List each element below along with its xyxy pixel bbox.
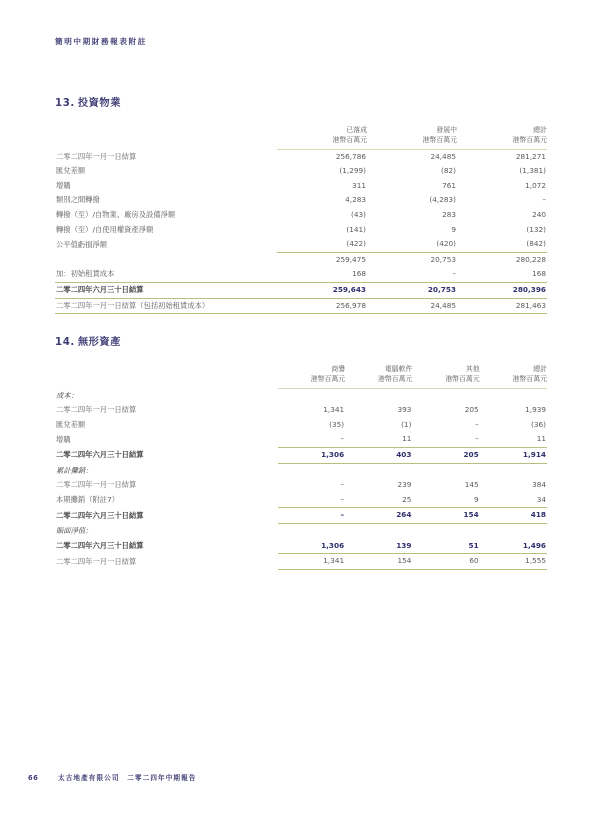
row-value: 20,753 bbox=[367, 282, 457, 298]
section-intangible-assets bbox=[55, 333, 547, 570]
table-intangible-assets bbox=[55, 365, 547, 570]
row-value: 239 bbox=[397, 480, 412, 490]
row-value: (1,381) bbox=[519, 166, 546, 176]
section-13-title bbox=[55, 94, 547, 109]
row-value: 51 bbox=[412, 539, 479, 554]
row-value: (4,283) bbox=[429, 195, 456, 205]
table-subtotal-row bbox=[55, 447, 547, 463]
table-comparative-row bbox=[55, 554, 547, 570]
group-heading: 賬面淨值： bbox=[56, 525, 93, 535]
row-value: 25 bbox=[402, 494, 412, 504]
row-value: 11 bbox=[402, 434, 412, 444]
page-footer bbox=[28, 772, 197, 782]
row-label: 增購 bbox=[56, 180, 71, 190]
row-value: 4,283 bbox=[345, 195, 366, 205]
row-label: 增購 bbox=[56, 434, 71, 444]
row-value: (422) bbox=[346, 239, 366, 249]
row-value: 34 bbox=[536, 494, 546, 504]
row-value: 1,306 bbox=[278, 447, 345, 463]
group-heading-row bbox=[55, 463, 547, 478]
row-value: 154 bbox=[345, 554, 412, 570]
row-label: 二零二四年六月三十日結算 bbox=[56, 450, 144, 460]
section-14-number: 14. bbox=[55, 337, 75, 348]
row-value: (43) bbox=[351, 209, 366, 219]
row-value: 1,072 bbox=[525, 180, 546, 190]
row-value: 280,396 bbox=[457, 282, 547, 298]
table-subtotal-row bbox=[55, 508, 547, 524]
row-value: 1,496 bbox=[480, 539, 547, 554]
row-value: – bbox=[475, 419, 479, 429]
footer-imprint: 太古地產有限公司 二零二四年中期報告 bbox=[58, 774, 197, 782]
row-value: 205 bbox=[464, 405, 479, 415]
table-row bbox=[55, 208, 547, 223]
row-value: 256,786 bbox=[335, 151, 366, 161]
table-14-col-goodwill: 商譽 港幣百萬元 bbox=[278, 365, 345, 388]
table-total-row bbox=[55, 539, 547, 554]
section-14-title bbox=[55, 333, 547, 348]
row-label: 類別之間轉撥 bbox=[56, 195, 100, 205]
row-value: 9 bbox=[474, 494, 479, 504]
table-14-header-row bbox=[55, 365, 547, 388]
row-value: – bbox=[452, 269, 456, 279]
table-14-header-blank bbox=[55, 365, 278, 388]
row-value: – bbox=[278, 508, 345, 524]
row-value: 240 bbox=[532, 209, 546, 219]
row-value: (1) bbox=[401, 419, 412, 429]
row-label: 二零二四年一月一日結算 bbox=[56, 480, 137, 490]
row-value: 281,271 bbox=[515, 151, 546, 161]
row-value: 761 bbox=[442, 180, 456, 190]
row-value: 1,555 bbox=[480, 554, 547, 570]
group-heading-row bbox=[55, 523, 547, 538]
row-value: – bbox=[475, 434, 479, 444]
row-value: 20,753 bbox=[367, 252, 457, 267]
section-13-number: 13. bbox=[55, 98, 75, 109]
table-13-col-completed: 已落成 港幣百萬元 bbox=[277, 126, 367, 149]
row-value: 11 bbox=[536, 434, 546, 444]
row-value: (420) bbox=[436, 239, 456, 249]
running-header: 簡明中期財務報表附註 bbox=[55, 37, 147, 46]
section-investment-properties bbox=[55, 94, 547, 314]
table-subtotal-row bbox=[55, 252, 547, 267]
row-value: 280,228 bbox=[457, 252, 547, 267]
row-label: 轉撥（至）/自物業、廠房及設備淨額 bbox=[56, 209, 176, 219]
row-value: 1,914 bbox=[480, 447, 547, 463]
table-comparative-row bbox=[55, 298, 547, 314]
row-label: 二零二四年一月一日結算 bbox=[56, 405, 137, 415]
row-value: 145 bbox=[464, 480, 479, 490]
table-row bbox=[55, 478, 547, 493]
row-value: (132) bbox=[526, 224, 546, 234]
row-value: 168 bbox=[532, 269, 546, 279]
table-13-col-total: 總計 港幣百萬元 bbox=[457, 126, 547, 149]
row-value: 9 bbox=[451, 224, 456, 234]
row-label bbox=[55, 252, 277, 267]
table-13-header-blank bbox=[55, 126, 277, 149]
row-value: – bbox=[340, 480, 345, 490]
row-value: 283 bbox=[442, 209, 456, 219]
row-value: 1,341 bbox=[323, 405, 345, 415]
row-value: 264 bbox=[345, 508, 412, 524]
row-label: 匯兌差額 bbox=[56, 419, 86, 429]
row-label: 二零二四年一月一日結算（包括初始租賃成本） bbox=[55, 298, 277, 314]
row-value: 418 bbox=[480, 508, 547, 524]
row-value: 205 bbox=[412, 447, 479, 463]
row-value: (82) bbox=[441, 166, 456, 176]
row-label: 二零二四年六月三十日結算 bbox=[56, 541, 144, 551]
group-heading-row bbox=[55, 388, 547, 403]
row-label: 二零二四年六月三十日結算 bbox=[56, 510, 144, 520]
row-value: (1,299) bbox=[339, 166, 366, 176]
row-value: (141) bbox=[346, 224, 366, 234]
row-value: 259,475 bbox=[277, 252, 367, 267]
row-value: 24,485 bbox=[430, 151, 456, 161]
table-row bbox=[55, 267, 547, 282]
row-value: – bbox=[340, 494, 345, 504]
row-value: 60 bbox=[412, 554, 479, 570]
section-14-heading: 無形資產 bbox=[77, 337, 122, 348]
row-value: (36) bbox=[531, 419, 546, 429]
row-value: 281,463 bbox=[457, 298, 547, 314]
table-14-col-computer-software: 電腦軟件 港幣百萬元 bbox=[345, 365, 412, 388]
row-value: 1,939 bbox=[525, 405, 546, 415]
row-value: (35) bbox=[329, 419, 345, 429]
row-label: 轉撥（至）/自使用權資產淨額 bbox=[56, 224, 154, 234]
table-14-col-others: 其他 港幣百萬元 bbox=[412, 365, 479, 388]
row-value: 139 bbox=[345, 539, 412, 554]
row-value: 259,643 bbox=[277, 282, 367, 298]
row-value: 256,978 bbox=[277, 298, 367, 314]
row-label: 匯兌差額 bbox=[56, 166, 86, 176]
row-value: 384 bbox=[532, 480, 546, 490]
table-row bbox=[55, 164, 547, 179]
table-13-col-under-development: 發展中 港幣百萬元 bbox=[367, 126, 457, 149]
row-value: 154 bbox=[412, 508, 479, 524]
row-label: 公平值虧損淨額 bbox=[56, 239, 108, 249]
group-heading: 累計攤銷： bbox=[56, 465, 93, 475]
table-row bbox=[55, 418, 547, 433]
page-number: 66 bbox=[28, 774, 39, 782]
row-value: – bbox=[340, 434, 345, 444]
row-label: 二零二四年一月一日結算 bbox=[56, 151, 137, 161]
table-row bbox=[55, 493, 547, 508]
row-label: 二零二四年六月三十日結算 bbox=[55, 282, 277, 298]
section-13-heading: 投資物業 bbox=[77, 98, 122, 109]
group-heading: 成本： bbox=[56, 390, 78, 400]
row-label: 二零二四年一月一日結算 bbox=[56, 556, 137, 566]
row-value: (842) bbox=[526, 239, 546, 249]
table-row bbox=[55, 223, 547, 238]
row-label: 本期攤銷（附註7） bbox=[56, 495, 120, 505]
row-value: 393 bbox=[397, 405, 412, 415]
row-value: 311 bbox=[352, 180, 366, 190]
table-row bbox=[55, 432, 547, 447]
table-13-header-row bbox=[55, 126, 547, 149]
table-row bbox=[55, 149, 547, 164]
row-value: 403 bbox=[345, 447, 412, 463]
table-total-row bbox=[55, 282, 547, 298]
table-row bbox=[55, 403, 547, 418]
row-value: 168 bbox=[352, 269, 366, 279]
row-value: – bbox=[542, 195, 546, 205]
row-label: 加：初始租賃成本 bbox=[56, 269, 115, 279]
table-investment-properties bbox=[55, 126, 547, 314]
row-value: 24,485 bbox=[367, 298, 457, 314]
table-row bbox=[55, 179, 547, 194]
table-14-col-total: 總計 港幣百萬元 bbox=[480, 365, 547, 388]
row-value: 1,341 bbox=[278, 554, 345, 570]
row-value: 1,306 bbox=[278, 539, 345, 554]
table-row bbox=[55, 237, 547, 252]
table-row bbox=[55, 193, 547, 208]
